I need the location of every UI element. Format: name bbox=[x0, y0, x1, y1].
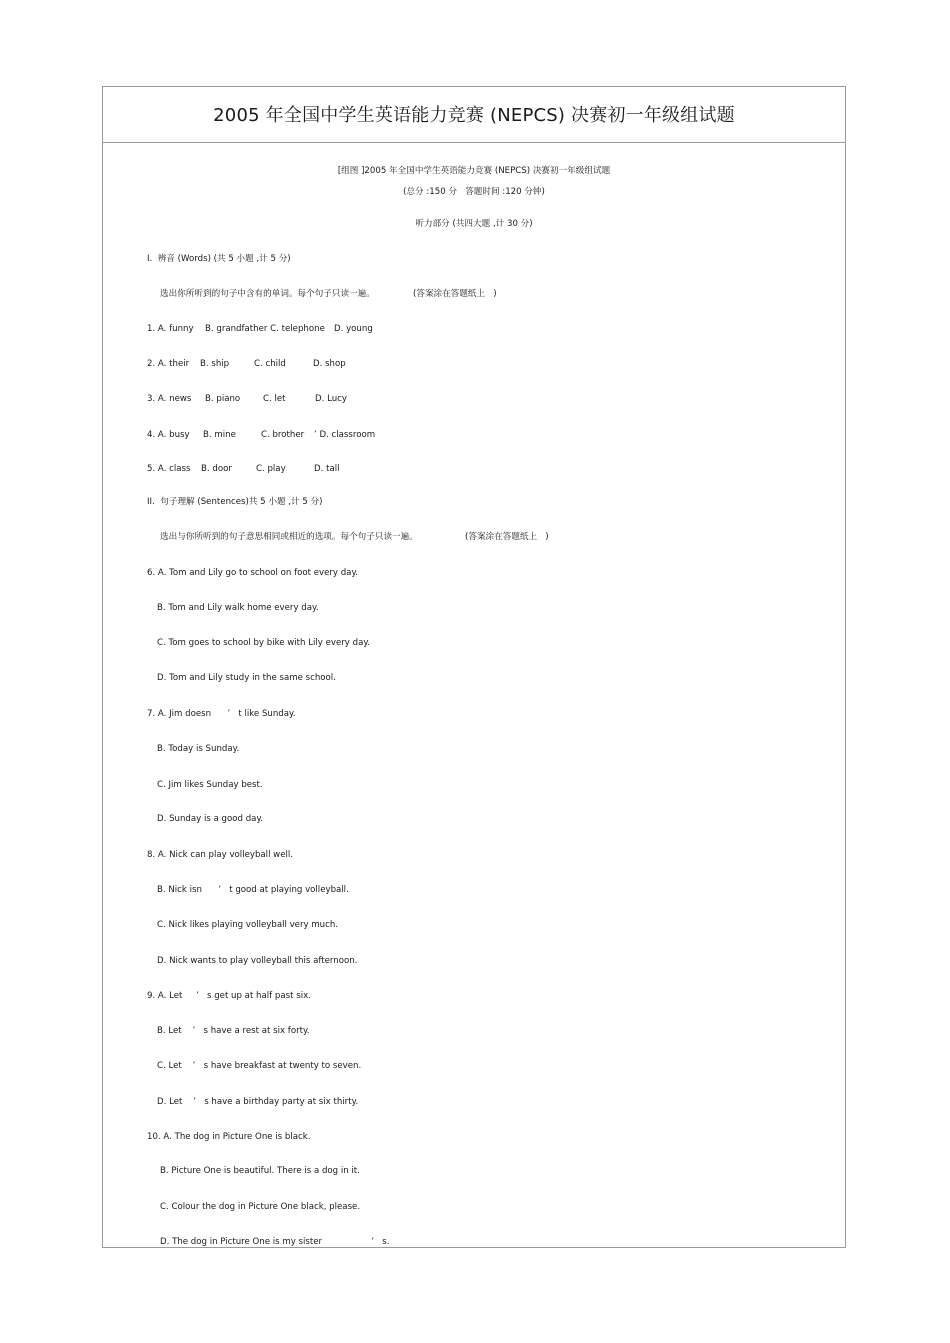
score-line: (总分 :150 分 答题时间 :120 分钟) bbox=[403, 187, 545, 197]
q8-option-b: B. Nick isn ’ t good at playing volleyball. bbox=[157, 885, 349, 895]
q3-option-c: C. let bbox=[263, 394, 286, 404]
q9-option-a: 9. A. Let ’ s get up at half past six. bbox=[147, 991, 311, 1001]
q6-option-d: D. Tom and Lily study in the same school. bbox=[157, 673, 336, 683]
q5-option-c: C. play bbox=[256, 464, 286, 474]
q4-option-d: ’ D. classroom bbox=[314, 430, 376, 440]
q6-option-c: C. Tom goes to school by bike with Lily every day. bbox=[157, 638, 370, 648]
section1-note: (答案涂在答题纸上 ) bbox=[413, 289, 497, 299]
q7-option-a: 7. A. Jim doesn ’ t like Sunday. bbox=[147, 709, 296, 719]
q2-option-a: 2. A. their bbox=[147, 359, 190, 369]
document-frame bbox=[102, 86, 846, 1248]
q10-option-c: C. Colour the dog in Picture One black, please. bbox=[160, 1202, 361, 1212]
q6-option-a: 6. A. Tom and Lily go to school on foot every day. bbox=[147, 568, 359, 578]
q10-option-b: B. Picture One is beautiful. There is a dog in it. bbox=[160, 1166, 360, 1176]
section2-heading: II. 句子理解 (Sentences)共 5 小题 ,计 5 分) bbox=[147, 497, 323, 507]
listening-header: 听力部分 (共四大题 ,计 30 分) bbox=[415, 219, 533, 229]
section1-heading: I. 辨音 (Words) (共 5 小题 ,计 5 分) bbox=[147, 254, 291, 264]
q2-option-b: B. ship bbox=[200, 359, 230, 369]
q7-option-c: C. Jim likes Sunday best. bbox=[157, 780, 263, 790]
q3-option-a: 3. A. news bbox=[147, 394, 192, 404]
q5-option-d: D. tall bbox=[314, 464, 340, 474]
q9-option-d: D. Let ’ s have a birthday party at six thirty. bbox=[157, 1097, 359, 1107]
q1-option-b: B. grandfather C. telephone bbox=[205, 324, 325, 334]
title-row bbox=[103, 87, 845, 143]
q3-option-d: D. Lucy bbox=[315, 394, 347, 404]
q2-option-d: D. shop bbox=[313, 359, 346, 369]
q8-option-d: D. Nick wants to play volleyball this afternoon. bbox=[157, 956, 358, 966]
q6-option-b: B. Tom and Lily walk home every day. bbox=[157, 603, 319, 613]
q3-option-b: B. piano bbox=[205, 394, 241, 404]
q8-option-c: C. Nick likes playing volleyball very much. bbox=[157, 920, 339, 930]
section2-instruction: 选出与你所听到的句子意思相同或相近的选项。每个句子只读一遍。 bbox=[160, 532, 418, 542]
subtitle: [组图 ]2005 年全国中学生英语能力竞赛 (NEPCS) 决赛初一年级组试题 bbox=[337, 166, 611, 176]
q9-option-c: C. Let ’ s have breakfast at twenty to seven. bbox=[157, 1061, 362, 1071]
section1-instruction: 选出你所听到的句子中含有的单词。每个句子只读一遍。 bbox=[160, 289, 375, 299]
q1-option-a: 1. A. funny bbox=[147, 324, 194, 334]
q10-option-d: D. The dog in Picture One is my sister ’ s. bbox=[160, 1237, 390, 1247]
q1-option-d: D. young bbox=[334, 324, 373, 334]
q7-option-b: B. Today is Sunday. bbox=[157, 744, 240, 754]
q4-option-a: 4. A. busy bbox=[147, 430, 190, 440]
q8-option-a: 8. A. Nick can play volleyball well. bbox=[147, 850, 294, 860]
q4-option-c: C. brother bbox=[261, 430, 305, 440]
q9-option-b: B. Let ’ s have a rest at six forty. bbox=[157, 1026, 310, 1036]
q7-option-d: D. Sunday is a good day. bbox=[157, 814, 264, 824]
q4-option-b: B. mine bbox=[203, 430, 236, 440]
q5-option-a: 5. A. class bbox=[147, 464, 191, 474]
page-title: 2005 年全国中学生英语能力竞赛 (NEPCS) 决赛初一年级组试题 bbox=[213, 105, 735, 126]
section2-note: (答案涂在答题纸上 ) bbox=[465, 532, 549, 542]
q5-option-b: B. door bbox=[201, 464, 232, 474]
q10-option-a: 10. A. The dog in Picture One is black. bbox=[147, 1132, 311, 1142]
q2-option-c: C. child bbox=[254, 359, 286, 369]
